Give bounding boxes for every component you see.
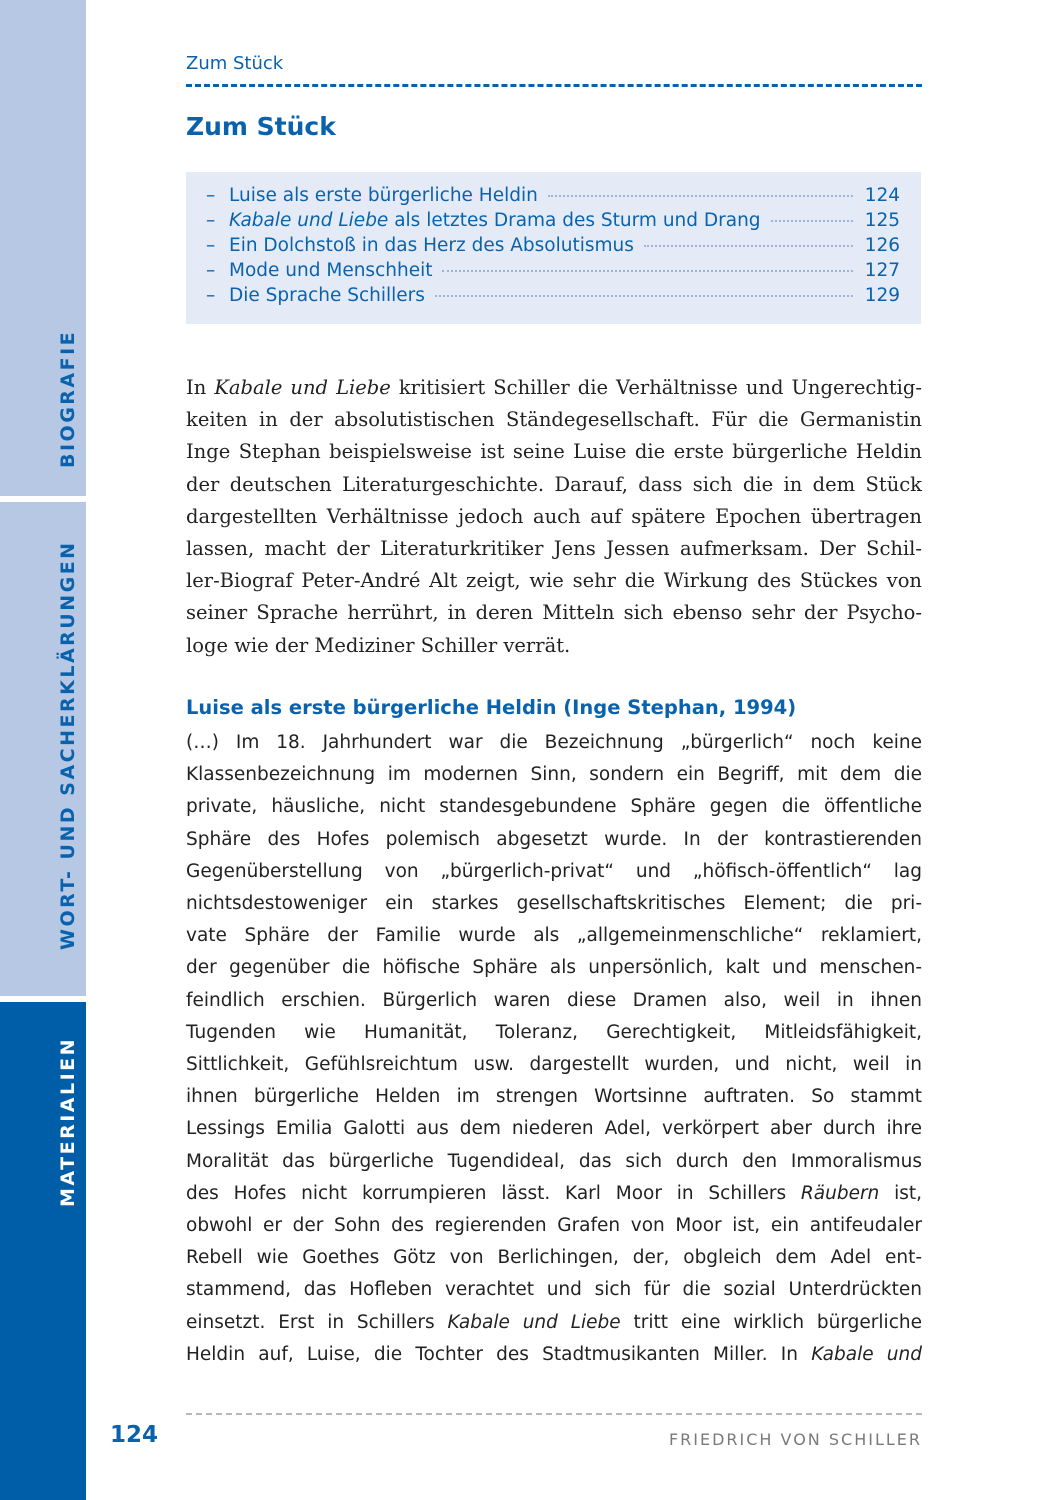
toc-title-text: Luise als erste bürgerliche Heldin bbox=[229, 185, 538, 206]
intro-paragraph bbox=[186, 372, 922, 662]
quote-line: ihnen bürgerliche Helden im strengen Wortsinne auftraten. So stammt bbox=[186, 1086, 922, 1108]
toc-title-italic: Kabale und Liebe bbox=[229, 210, 389, 231]
quote-line: Sphäre des Hofes polemisch abgesetzt wurde. In der kontrastierenden bbox=[186, 828, 922, 850]
intro-line: dargestellten Verhältnisse jedoch auch auf spätere Epochen übertragen bbox=[186, 504, 922, 528]
toc-dash: – bbox=[206, 260, 216, 281]
text-run: ist, bbox=[879, 1182, 922, 1204]
text-run: tritt eine wirklich bürgerliche bbox=[620, 1311, 922, 1333]
table-of-contents bbox=[186, 172, 921, 324]
section-title: Zum Stück bbox=[186, 112, 336, 141]
work-title-italic: Kabale und Liebe bbox=[447, 1311, 621, 1333]
toc-item[interactable] bbox=[206, 235, 900, 260]
toc-leader bbox=[644, 245, 853, 247]
work-title-italic: Kabale und bbox=[811, 1343, 923, 1365]
toc-item[interactable] bbox=[206, 285, 900, 310]
tab-biografie[interactable] bbox=[0, 0, 86, 496]
quote-line bbox=[186, 1339, 922, 1371]
quote-paragraph bbox=[186, 727, 922, 1371]
quote-line: nichtsdestoweniger ein starkes gesellschaftskritisches Element; die pri- bbox=[186, 893, 922, 915]
quote-line: Gegenüberstellung von „bürgerlich-privat“ und „höfisch-öffentlich“ lag bbox=[186, 860, 922, 882]
intro-line bbox=[186, 372, 922, 404]
quote-line: stammend, das Hofleben verachtet und sich für die sozial Unterdrückten bbox=[186, 1279, 922, 1301]
page-number: 124 bbox=[110, 1422, 159, 1448]
toc-title-text: als letztes Drama des Sturm und Drang bbox=[388, 210, 761, 231]
toc-item[interactable] bbox=[206, 260, 900, 285]
quote-line: private, häusliche, nicht standesgebundene Sphäre gegen die öffentliche bbox=[186, 796, 922, 818]
quote-line: vate Sphäre der Familie wurde als „allgemeinmenschliche“ reklamiert, bbox=[186, 925, 922, 947]
toc-item-title bbox=[229, 210, 761, 231]
tab-materialien[interactable] bbox=[0, 1002, 86, 1500]
toc-leader bbox=[771, 220, 853, 222]
footer-author: FRIEDRICH VON SCHILLER bbox=[668, 1430, 922, 1449]
quote-line bbox=[186, 1307, 922, 1339]
toc-item-title bbox=[229, 285, 425, 306]
toc-item[interactable] bbox=[206, 210, 900, 235]
quote-line: der gegenüber die höfische Sphäre als unpersönlich, kalt und menschen- bbox=[186, 957, 922, 979]
intro-line: ler-Biograf Peter-André Alt zeigt, wie sehr die Wirkung des Stückes von bbox=[186, 569, 922, 593]
footer-divider bbox=[186, 1413, 922, 1415]
quote-line: Moralität das bürgerliche Tugendideal, das sich durch den Immoralismus bbox=[186, 1150, 922, 1172]
toc-item-title bbox=[229, 185, 538, 206]
quote-line: feindlich erschien. Bürgerlich waren diese Dramen also, weil in ihnen bbox=[186, 989, 922, 1011]
work-title-italic: Kabale und Liebe bbox=[214, 376, 391, 399]
toc-page-number: 125 bbox=[864, 210, 900, 231]
intro-line: seiner Sprache herrührt, in deren Mitteln sich ebenso sehr der Psycho- bbox=[186, 601, 922, 625]
toc-title-text: Die Sprache Schillers bbox=[229, 285, 425, 306]
intro-line: loge wie der Mediziner Schiller verrät. bbox=[186, 633, 571, 657]
toc-dash: – bbox=[206, 185, 216, 206]
quote-line bbox=[186, 1178, 922, 1210]
toc-page-number: 127 bbox=[864, 260, 900, 281]
quote-line: (…) Im 18. Jahrhundert war die Bezeichnung „bürgerlich“ noch keine bbox=[186, 732, 922, 753]
quote-line: Klassenbezeichnung im modernen Sinn, sondern ein Begriff, mit dem die bbox=[186, 764, 922, 786]
tab-label-wort-und-sacherklaerungen: WORT- UND SACHERKLÄRUNGEN bbox=[57, 540, 79, 950]
toc-leader bbox=[435, 295, 853, 297]
quote-line: Lessings Emilia Galotti aus dem niederen Adel, verkörpert aber durch ihre bbox=[186, 1118, 922, 1140]
intro-line: der deutschen Literaturgeschichte. Darauf, dass sich die in dem Stück bbox=[186, 472, 922, 496]
quote-line: Sittlichkeit, Gefühlsreichtum usw. dargestellt wurden, und nicht, weil in bbox=[186, 1054, 922, 1076]
header-divider bbox=[186, 84, 922, 87]
toc-dash: – bbox=[206, 235, 216, 256]
text-run: kritisiert Schiller die Verhältnisse und Ungerechtig- bbox=[390, 376, 922, 399]
tab-wort-und-sacherklaerungen[interactable] bbox=[0, 502, 86, 996]
toc-title-text: Ein Dolchstoß in das Herz des Absolutismus bbox=[229, 235, 634, 256]
tab-label-materialien: MATERIALIEN bbox=[57, 1036, 79, 1207]
toc-page-number: 124 bbox=[864, 185, 900, 206]
toc-leader bbox=[442, 270, 852, 272]
intro-line: Inge Stephan beispielsweise ist seine Luise die erste bürgerliche Heldin bbox=[186, 440, 922, 464]
intro-line: lassen, macht der Literaturkritiker Jens Jessen aufmerksam. Der Schil- bbox=[186, 537, 922, 561]
work-title-italic: Räubern bbox=[800, 1182, 880, 1204]
quote-line: Rebell wie Goethes Götz von Berlichingen, der, obgleich dem Adel ent- bbox=[186, 1247, 922, 1269]
tab-label-biografie: BIOGRAFIE bbox=[57, 329, 79, 468]
intro-line: keiten in der absolutistischen Ständegesellschaft. Für die Germanistin bbox=[186, 408, 922, 432]
quote-line: obwohl er der Sohn des regierenden Grafen von Moor ist, ein antifeudaler bbox=[186, 1215, 922, 1237]
text-run: des Hofes nicht korrumpieren lässt. Karl Moor in Schillers bbox=[186, 1182, 801, 1204]
toc-item-title bbox=[229, 260, 432, 281]
text-run: einsetzt. Erst in Schillers bbox=[186, 1311, 448, 1333]
toc-title-text: Mode und Menschheit bbox=[229, 260, 433, 281]
toc-page-number: 129 bbox=[864, 285, 900, 306]
toc-dash: – bbox=[206, 285, 216, 306]
running-head: Zum Stück bbox=[186, 53, 284, 74]
sub-heading: Luise als erste bürgerliche Heldin (Inge Stephan, 1994) bbox=[186, 696, 797, 719]
sidebar bbox=[0, 0, 86, 1500]
toc-item-title bbox=[229, 235, 634, 256]
text-run: Heldin auf, Luise, die Tochter des Stadtmusikanten Miller. In bbox=[186, 1343, 812, 1365]
toc-dash: – bbox=[206, 210, 216, 231]
text-run: In bbox=[186, 376, 215, 399]
toc-leader bbox=[548, 195, 853, 197]
toc-page-number: 126 bbox=[864, 235, 900, 256]
quote-line: Tugenden wie Humanität, Toleranz, Gerechtigkeit, Mitleidsfähigkeit, bbox=[186, 1021, 922, 1043]
toc-item[interactable] bbox=[206, 185, 900, 210]
